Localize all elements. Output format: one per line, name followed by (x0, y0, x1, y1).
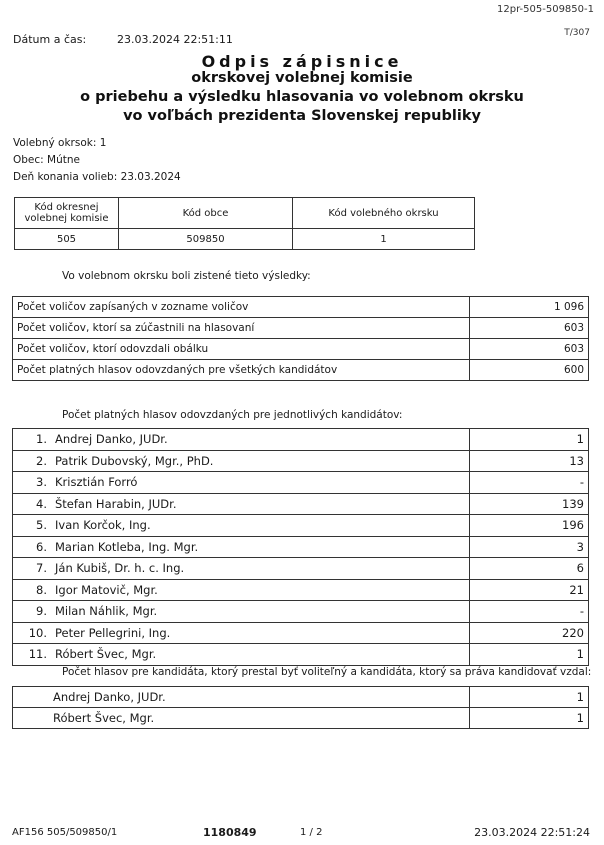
codes-header-municipality: Kód obce (119, 198, 293, 229)
candidate-votes: 1 (470, 429, 589, 451)
candidate-number: 9. (36, 604, 47, 619)
result-label: Počet voličov, ktorí sa zúčastnili na hlasovaní (13, 318, 470, 339)
codes-value-commission: 505 (15, 229, 119, 250)
candidate-number: 2. (36, 453, 47, 468)
table-row (13, 450, 589, 472)
candidate-number: 5. (36, 518, 47, 533)
candidates-table (12, 428, 589, 666)
title-line-3: o priebehu a výsledku hlasovania vo volebnom okrsku (80, 89, 524, 105)
table-row (13, 687, 589, 708)
candidate-number: 10. (28, 625, 47, 640)
candidate-number: 1. (36, 432, 47, 447)
candidate-votes: 21 (470, 579, 589, 601)
title-line-2: okrskovej volebnej komisie (191, 70, 413, 86)
candidate-number: 11. (28, 647, 47, 662)
candidate-name: Róbert Švec, Mgr. (55, 647, 157, 662)
table-row (13, 493, 589, 515)
withdrawn-name: Róbert Švec, Mgr. (13, 708, 470, 729)
title-line-4: vo voľbách prezidenta Slovenskej republiky (123, 108, 481, 124)
candidate-votes: - (470, 601, 589, 623)
candidate-name: Igor Matovič, Mgr. (55, 582, 158, 597)
table-row (13, 708, 589, 729)
table-row (13, 360, 589, 381)
candidate-name: Peter Pellegrini, Ing. (55, 625, 171, 640)
result-label: Počet voličov zapísaných v zozname voličov (13, 297, 470, 318)
candidate-name: Patrik Dubovský, Mgr., PhD. (55, 453, 214, 468)
page-number: 1 / 2 (300, 827, 323, 838)
footer-code: 1180849 (203, 826, 257, 839)
withdrawn-table (12, 686, 589, 729)
footer-reference: AF156 505/509850/1 (12, 827, 118, 838)
candidate-votes: 13 (470, 450, 589, 472)
result-value: 603 (470, 339, 589, 360)
candidate-name: Marian Kotleba, Ing. Mgr. (55, 539, 199, 554)
candidate-name: Milan Náhlik, Mgr. (55, 604, 158, 619)
date-value: 23.03.2024 22:51:11 (117, 33, 233, 46)
candidate-number: 4. (36, 496, 47, 511)
table-row (13, 297, 589, 318)
candidate-number: 6. (36, 539, 47, 554)
date-label: Dátum a čas: (13, 33, 87, 46)
results-table (12, 296, 589, 381)
results-intro: Vo volebnom okrsku boli zistené tieto výsledky: (62, 270, 311, 282)
table-row (13, 536, 589, 558)
candidate-name: Štefan Harabin, JUDr. (55, 496, 177, 511)
result-value: 1 096 (470, 297, 589, 318)
withdrawn-name: Andrej Danko, JUDr. (13, 687, 470, 708)
result-label: Počet voličov, ktorí odovzdali obálku (13, 339, 470, 360)
codes-table (14, 197, 475, 250)
table-row (13, 318, 589, 339)
candidate-votes: 220 (470, 622, 589, 644)
footer-timestamp: 23.03.2024 22:51:24 (474, 826, 590, 839)
candidate-votes: 139 (470, 493, 589, 515)
candidate-number: 3. (36, 475, 47, 490)
table-row (13, 472, 589, 494)
candidate-votes: 196 (470, 515, 589, 537)
table-row (13, 429, 589, 451)
codes-value-district: 1 (293, 229, 475, 250)
table-row (13, 558, 589, 580)
candidates-intro: Počet platných hlasov odovzdaných pre jednotlivých kandidátov: (62, 409, 403, 421)
candidate-number: 7. (36, 561, 47, 576)
table-row (13, 579, 589, 601)
candidate-votes: 1 (470, 644, 589, 666)
candidate-name: Ján Kubiš, Dr. h. c. Ing. (55, 561, 185, 576)
withdrawn-votes: 1 (470, 687, 589, 708)
codes-header-district: Kód volebného okrsku (293, 198, 475, 229)
result-value: 603 (470, 318, 589, 339)
title-line-1: Odpis zápisnice (201, 52, 403, 71)
candidate-votes: 6 (470, 558, 589, 580)
withdrawn-votes: 1 (470, 708, 589, 729)
election-day-info: Deň konania volieb: 23.03.2024 (13, 171, 181, 183)
table-row (13, 622, 589, 644)
candidate-name: Ivan Korčok, Ing. (55, 518, 151, 533)
table-row (13, 339, 589, 360)
form-code: T/307 (564, 28, 590, 38)
table-row (13, 515, 589, 537)
candidate-votes: 3 (470, 536, 589, 558)
result-label: Počet platných hlasov odovzdaných pre všetkých kandidátov (13, 360, 470, 381)
document-id: 12pr-505-509850-1 (497, 4, 594, 15)
candidate-name: Krisztián Forró (55, 475, 138, 490)
result-value: 600 (470, 360, 589, 381)
municipality-info: Obec: Mútne (13, 154, 80, 166)
candidate-number: 8. (36, 582, 47, 597)
candidate-votes: - (470, 472, 589, 494)
district-info: Volebný okrsok: 1 (13, 137, 107, 149)
candidate-name: Andrej Danko, JUDr. (55, 432, 168, 447)
table-row (13, 601, 589, 623)
codes-header-commission: Kód okresnej volebnej komisie (15, 198, 119, 229)
table-row (13, 644, 589, 666)
codes-value-municipality: 509850 (119, 229, 293, 250)
withdrawn-intro: Počet hlasov pre kandidáta, ktorý prestal byť voliteľný a kandidáta, ktorý sa práva kandidovať vzdal: (62, 666, 592, 678)
